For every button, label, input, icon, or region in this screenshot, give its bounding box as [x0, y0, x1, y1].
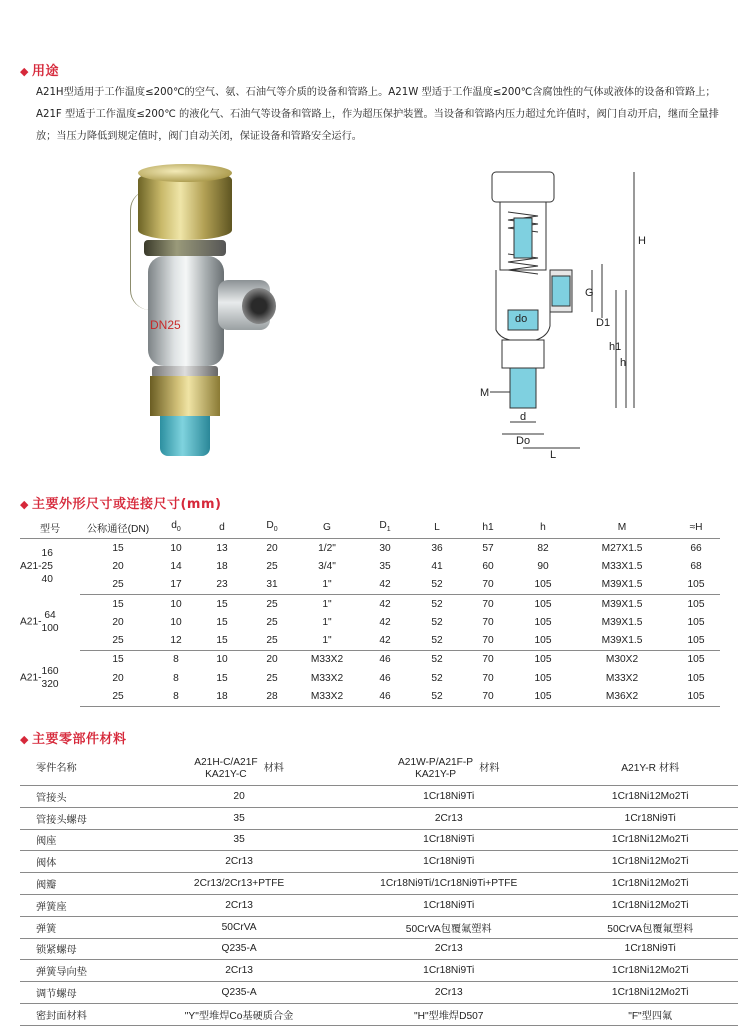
table-cell: 105	[672, 631, 720, 650]
table-cell: 60	[482, 560, 494, 572]
diamond-bullet-icon: ◆	[20, 65, 29, 78]
table-cell: M33X2	[310, 672, 344, 684]
table-cell: 68	[690, 560, 702, 572]
drawing-side-thread	[552, 276, 570, 306]
header-line: A21W-P/A21F-P	[397, 757, 474, 768]
table-cell: 70	[482, 654, 494, 666]
dimensions-section-title	[20, 493, 221, 512]
table-cell: 15	[112, 654, 124, 666]
table-cell: 41	[431, 560, 443, 572]
table-cell: 25	[266, 672, 278, 684]
table-cell: 105	[534, 598, 552, 610]
table-cell: 105	[514, 631, 572, 650]
material-cell: 1Cr18Ni9Ti	[335, 851, 562, 873]
model-cell	[20, 594, 80, 650]
model-prefix: A21-	[20, 617, 42, 629]
material-cell: Q235-A	[143, 938, 335, 960]
table-cell: 52	[412, 576, 462, 595]
header-line: KA21Y-C	[205, 769, 247, 780]
table-cell: 8	[173, 672, 179, 684]
table-cell: M27X1.5	[601, 542, 643, 554]
table-cell: 105	[534, 654, 552, 666]
material-cell: 2Cr13	[143, 894, 335, 916]
table-row	[20, 687, 720, 706]
model-pressure-class: 320	[41, 679, 59, 691]
table-cell: 36	[431, 542, 443, 554]
table-cell: 15	[112, 598, 124, 610]
table-cell: 15	[112, 542, 124, 554]
table-cell: 15	[216, 672, 228, 684]
header-suffix: 材料	[263, 763, 284, 774]
table-cell: 105	[672, 576, 720, 595]
table-row	[20, 851, 738, 873]
table-cell: 25	[80, 631, 156, 650]
table-cell: M33X2	[310, 654, 344, 666]
table-cell: 15	[216, 598, 228, 610]
col-header: ≈H	[672, 516, 720, 539]
material-cell: 35	[143, 807, 335, 829]
table-row	[20, 829, 738, 851]
dimensions-header-row	[20, 516, 720, 539]
table-cell: 3/4"	[318, 560, 336, 572]
table-cell: 23	[196, 576, 248, 595]
table-cell: 10	[216, 654, 228, 666]
usage-section-title	[20, 60, 59, 79]
table-cell: 105	[672, 687, 720, 706]
material-cell: 1Cr18Ni9Ti	[562, 807, 738, 829]
table-cell: 28	[248, 687, 296, 706]
part-name-cell: 弹簧座	[20, 894, 143, 916]
table-cell: 15	[216, 616, 228, 628]
table-row	[20, 873, 738, 895]
table-cell: 66	[690, 542, 702, 554]
table-cell: 1"	[322, 616, 332, 628]
col-header: $D_1$	[358, 516, 412, 539]
col-header	[335, 753, 562, 786]
table-cell: 20	[112, 616, 124, 628]
part-name-cell: 调节螺母	[20, 982, 143, 1004]
material-cell: 1Cr18Ni12Mo2Ti	[562, 851, 738, 873]
drawing-nut	[502, 340, 544, 368]
label-h1: h1	[609, 341, 622, 353]
table-cell: 10	[170, 598, 182, 610]
dn-label: DN25	[150, 318, 181, 332]
col-header: G	[296, 516, 358, 539]
label-D0: Do	[516, 435, 531, 447]
part-name-cell: 密封面材料	[20, 1003, 143, 1025]
col-header: h1	[462, 516, 514, 539]
material-cell: 1Cr18Ni12Mo2Ti	[562, 960, 738, 982]
label-h: h	[620, 357, 627, 369]
table-cell: M39X1.5	[572, 631, 672, 650]
material-cell: 1Cr18Ni12Mo2Ti	[562, 829, 738, 851]
table-cell: 105	[534, 672, 552, 684]
table-cell: 70	[482, 672, 494, 684]
table-cell: 46	[358, 687, 412, 706]
table-row	[20, 594, 720, 613]
header-line: A21H-C/A21F	[194, 757, 258, 768]
material-cell: 50CrVA	[143, 916, 335, 938]
table-cell: 18	[196, 687, 248, 706]
col-header: 型号	[20, 516, 80, 539]
valve-hex-nut	[150, 376, 220, 416]
material-cell: 2Cr13	[335, 938, 562, 960]
material-cell: 2Cr13	[335, 982, 562, 1004]
col-header	[20, 753, 143, 786]
material-cell: 1Cr18Ni12Mo2Ti	[562, 873, 738, 895]
valve-collar	[144, 240, 226, 256]
table-cell: 13	[216, 542, 228, 554]
col-header	[562, 753, 738, 786]
dimensions-title-text: 主要外形尺寸或连接尺寸(mm)	[31, 497, 222, 512]
table-cell: M36X2	[572, 687, 672, 706]
table-cell: 12	[156, 631, 196, 650]
table-cell: 15	[196, 631, 248, 650]
table-row	[20, 916, 738, 938]
part-name-cell: 管接头螺母	[20, 807, 143, 829]
material-cell: 1Cr18Ni9Ti	[562, 938, 738, 960]
model-cell	[20, 539, 80, 595]
material-cell: "F"型四氟	[562, 1003, 738, 1025]
model-pressure-class: 100	[41, 623, 59, 635]
valve-cross-section-drawing	[470, 160, 670, 460]
table-cell: 42	[358, 631, 412, 650]
material-cell: 1Cr18Ni9Ti	[335, 960, 562, 982]
table-row	[20, 539, 720, 558]
table-row	[20, 786, 738, 808]
table-cell: 42	[358, 576, 412, 595]
diamond-bullet-icon: ◆	[20, 733, 29, 746]
material-cell: 1Cr18Ni12Mo2Ti	[562, 894, 738, 916]
table-cell: 31	[248, 576, 296, 595]
table-cell: M33X2	[605, 672, 639, 684]
material-cell: "Y"型堆焊Co基硬质合金	[143, 1003, 335, 1025]
valve-side-opening	[242, 288, 276, 324]
table-cell: 25	[266, 616, 278, 628]
materials-section-title	[20, 728, 126, 747]
materials-table	[20, 753, 738, 1026]
table-cell: 105	[687, 598, 705, 610]
table-cell: 25	[80, 687, 156, 706]
table-row	[20, 576, 720, 595]
header-line: 零件名称	[36, 762, 77, 774]
material-cell: 1Cr18Ni12Mo2Ti	[562, 786, 738, 808]
col-header: L	[412, 516, 462, 539]
table-cell: 20	[112, 560, 124, 572]
table-cell: M33X2	[296, 687, 358, 706]
model-pressure-class: 25	[41, 561, 53, 573]
table-cell: 10	[170, 542, 182, 554]
table-row	[20, 631, 720, 650]
valve-inlet-pipe	[160, 416, 210, 456]
model-cell	[20, 650, 80, 706]
material-cell: 50CrVA包覆氟塑料	[562, 916, 738, 938]
table-cell: 20	[266, 654, 278, 666]
part-name-cell: 阀体	[20, 851, 143, 873]
col-header: $D_0$	[248, 516, 296, 539]
table-cell: 25	[80, 576, 156, 595]
drawing-stem	[514, 218, 532, 258]
table-cell: 18	[216, 560, 228, 572]
table-cell: 1"	[322, 598, 332, 610]
table-row	[20, 982, 738, 1004]
material-cell: Q235-A	[143, 982, 335, 1004]
table-cell: 1"	[296, 576, 358, 595]
drawing-cap	[492, 172, 554, 202]
table-cell: M33X1.5	[601, 560, 643, 572]
label-G: G	[585, 287, 594, 299]
dimensions-table	[20, 516, 720, 707]
table-cell: M30X2	[605, 654, 639, 666]
material-cell: 2Cr13	[335, 807, 562, 829]
label-M: M	[480, 387, 490, 399]
table-cell: 1/2"	[318, 542, 336, 554]
table-row	[20, 669, 720, 687]
table-row	[20, 807, 738, 829]
table-cell: 70	[462, 687, 514, 706]
table-cell: 25	[266, 598, 278, 610]
col-header: $d_0$	[156, 516, 196, 539]
part-name-cell: 弹簧导向垫	[20, 960, 143, 982]
table-cell: 52	[412, 631, 462, 650]
valve-product-photo	[120, 170, 300, 460]
model-pressure-class: 16	[41, 548, 53, 560]
table-cell: 30	[379, 542, 391, 554]
usage-paragraph: A21H型适用于工作温度≤200℃的空气、氨、石油气等介质的设备和管路上。A21W 型适于工作温度≤200℃含腐蚀性的气体或液体的设备和管路上；A21F 型适于工作温度≤200℃ 的液化气、石油气等设备和管路上，作为超压保护装置。当设备和管路内压力超过允许值时，阀门自动开启，继而全量排放；当压力降低到规定值时，阀门自动关闭，保证设备和管路安全运行。	[36, 87, 719, 142]
drawing-inlet-pipe	[510, 368, 536, 408]
table-cell: M39X1.5	[601, 616, 643, 628]
table-cell: 10	[170, 616, 182, 628]
header-line: A21Y-R 材料	[621, 762, 680, 774]
table-cell: 105	[534, 616, 552, 628]
label-d: d	[520, 411, 527, 423]
table-cell: 105	[687, 672, 705, 684]
table-row	[20, 557, 720, 575]
material-cell: 1Cr18Ni9Ti	[335, 786, 562, 808]
table-cell: M39X1.5	[601, 598, 643, 610]
table-cell: 70	[482, 598, 494, 610]
table-cell: 90	[537, 560, 549, 572]
table-cell: 70	[462, 576, 514, 595]
table-cell: 46	[379, 672, 391, 684]
table-cell: M39X1.5	[572, 576, 672, 595]
table-cell: 35	[379, 560, 391, 572]
model-prefix: A21-	[20, 672, 42, 684]
col-header: d	[196, 516, 248, 539]
table-cell: 82	[537, 542, 549, 554]
label-d0: do	[515, 313, 528, 325]
table-row	[20, 894, 738, 916]
table-cell: 42	[379, 598, 391, 610]
model-pressure-class: 40	[41, 574, 53, 586]
table-cell: 52	[431, 672, 443, 684]
col-header: h	[514, 516, 572, 539]
table-cell: 52	[431, 598, 443, 610]
table-cell: 52	[412, 687, 462, 706]
table-cell: 8	[173, 654, 179, 666]
material-cell: 1Cr18Ni9Ti/1Cr18Ni9Ti+PTFE	[335, 873, 562, 895]
material-cell: 2Cr13	[143, 960, 335, 982]
table-cell: 105	[687, 616, 705, 628]
table-row	[20, 650, 720, 669]
material-cell: 1Cr18Ni9Ti	[335, 829, 562, 851]
part-name-cell: 弹簧	[20, 916, 143, 938]
table-cell: 20	[112, 672, 124, 684]
material-cell: "H"型堆焊D507	[335, 1003, 562, 1025]
material-cell: 2Cr13/2Cr13+PTFE	[143, 873, 335, 895]
table-row	[20, 1003, 738, 1025]
material-cell: 1Cr18Ni9Ti	[335, 894, 562, 916]
valve-body	[148, 256, 224, 366]
part-name-cell: 阀座	[20, 829, 143, 851]
material-cell: 2Cr13	[143, 851, 335, 873]
table-cell: 25	[266, 560, 278, 572]
table-cell: 14	[170, 560, 182, 572]
table-cell: 42	[379, 616, 391, 628]
header-suffix: 材料	[479, 763, 500, 774]
model-pressure-class: 64	[44, 610, 56, 622]
material-cell: 50CrVA包覆氟塑料	[335, 916, 562, 938]
diamond-bullet-icon: ◆	[20, 498, 29, 511]
part-name-cell: 管接头	[20, 786, 143, 808]
table-cell: 52	[431, 616, 443, 628]
model-prefix: A21-	[20, 561, 42, 573]
table-cell: 70	[482, 616, 494, 628]
part-name-cell: 锁紧螺母	[20, 938, 143, 960]
header-line: KA21Y-P	[415, 769, 457, 780]
table-row	[20, 613, 720, 631]
label-L: L	[550, 449, 557, 460]
col-header	[143, 753, 335, 786]
material-cell: 1Cr18Ni12Mo2Ti	[562, 982, 738, 1004]
usage-title-text: 用途	[31, 64, 59, 79]
materials-title-text: 主要零部件材料	[31, 732, 127, 747]
table-cell: 8	[156, 687, 196, 706]
table-cell: 25	[248, 631, 296, 650]
table-cell: 105	[514, 576, 572, 595]
model-pressure-class: 160	[41, 666, 59, 678]
part-name-cell: 阀瓣	[20, 873, 143, 895]
label-D1: D1	[596, 317, 611, 329]
table-cell: 1"	[296, 631, 358, 650]
col-header: M	[572, 516, 672, 539]
table-cell: 46	[379, 654, 391, 666]
col-header: 公称通径(DN)	[80, 516, 156, 539]
table-cell: 105	[687, 654, 705, 666]
materials-header-row	[20, 753, 738, 786]
table-cell: 52	[431, 654, 443, 666]
material-cell: 20	[143, 786, 335, 808]
table-cell: 20	[266, 542, 278, 554]
table-row	[20, 938, 738, 960]
material-cell: 35	[143, 829, 335, 851]
table-cell: 17	[156, 576, 196, 595]
table-cell: 70	[462, 631, 514, 650]
label-H: H	[638, 235, 646, 247]
table-cell: 105	[514, 687, 572, 706]
valve-cap-top	[138, 164, 232, 182]
table-cell: 57	[482, 542, 494, 554]
table-row	[20, 960, 738, 982]
